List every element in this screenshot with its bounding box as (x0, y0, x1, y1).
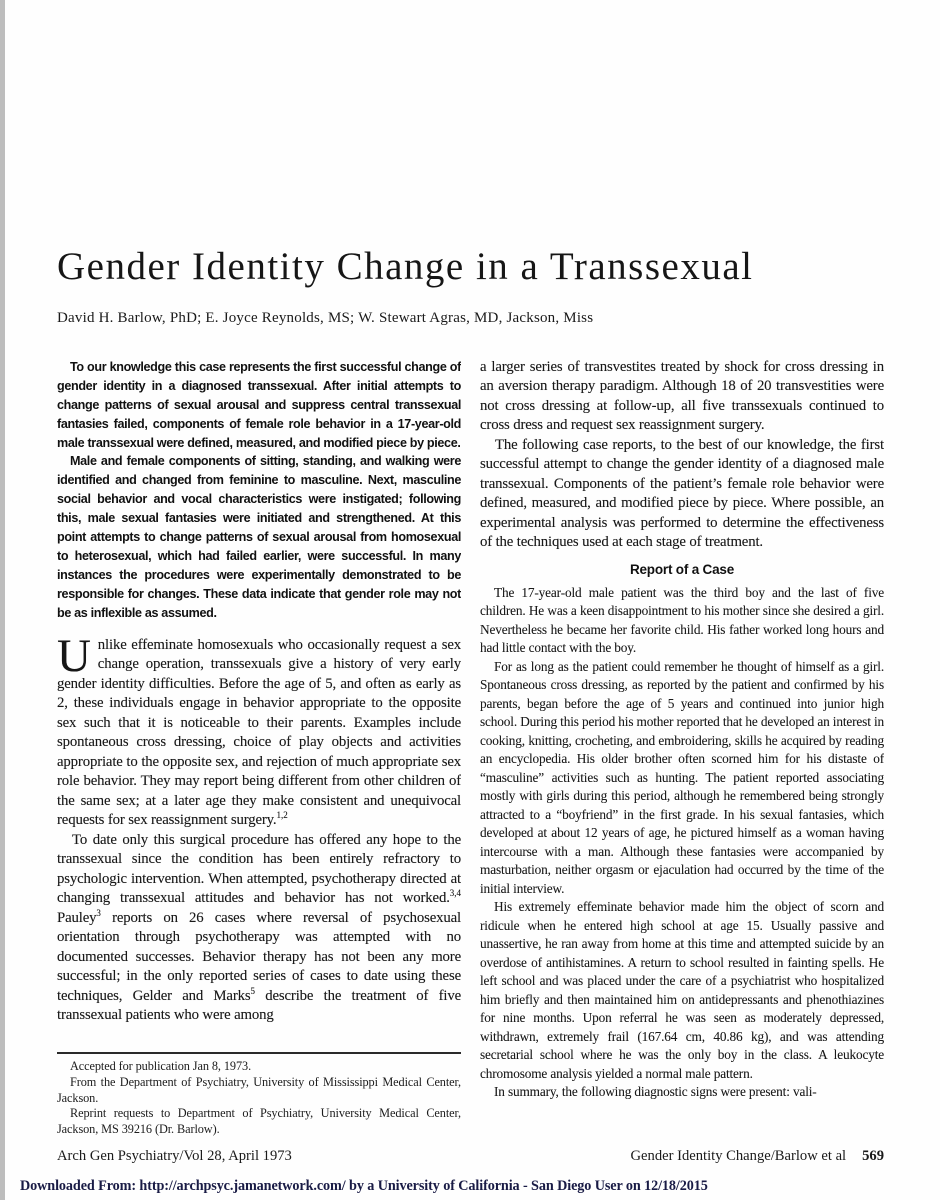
reference-superscript: 5 (250, 985, 255, 996)
intro-text: nlike effeminate homosexuals who occasionally request a sex change operation, transsexuals give a history of very early gender identity difficulties. Before the age of 5, and often as early as 2, these individuals engage in behavior appropriate to the opposite sex such that it is noticeable to their parents. Examples include spontaneous cross dressing, choice of play objects and activities appropriate to the opposite sex, and rejection of much appropriate sex role behavior. They may report being different from other children of the same sex; at a later age they make consistent and unequivocal requests for sex reassignment surgery. (57, 636, 461, 829)
paragraph-segment: To date only this surgical procedure has offered any hope to the transsexual since the condition has been entirely refractory to psychologic intervention. When attempted, psychotherapy directed at changing transsexual attitudes and behavior has not worked. (57, 831, 461, 907)
journal-citation: Arch Gen Psychiatry/Vol 28, April 1973 (57, 1148, 292, 1164)
right-column (480, 358, 884, 1138)
paragraph-segment: describe the treatment of five transsexual patients who were among (57, 987, 461, 1024)
body-paragraph-continuation: a larger series of transvestites treated by shock for cross dressing in an aversion therapy paradigm. Although 18 of 20 transvestities were not cross dressing at follow-up, all five transsexuals continued to cross dress and request sex reassignment surgery. (480, 358, 884, 434)
running-footer (57, 1148, 884, 1165)
footer-right (631, 1148, 884, 1165)
download-stamp: Downloaded From: http://archpsyc.jamanetwork.com/ by a University of California - San Diego User on 12/18/2015 (20, 1178, 708, 1194)
footnote: Accepted for publication Jan 8, 1973. (70, 1058, 252, 1073)
reference-superscript: 3,4 (449, 888, 461, 899)
body-paragraph (57, 831, 461, 1026)
byline: David H. Barlow, PhD; E. Joyce Reynolds, MS; W. Stewart Agras, MD, Jackson, Miss (57, 309, 594, 326)
section-heading: Report of a Case (629, 561, 735, 577)
running-title: Gender Identity Change/Barlow et al (630, 1148, 847, 1164)
page-number: 569 (862, 1148, 884, 1164)
article-title: Gender Identity Change in a Transsexual (57, 245, 754, 288)
reference-superscript: 1,2 (276, 810, 288, 821)
left-column (57, 358, 461, 1138)
scan-edge-strip (0, 0, 5, 1200)
two-column-layout (57, 358, 884, 1138)
paragraph-segment: reports on 26 cases where reversal of psychosexual orientation through psychotherapy was attempted with no documented successes. Behavior therapy has not been any more successful; in the only reported series of cases to date using these techniques, Gelder and Marks (57, 909, 461, 1004)
body-paragraph: The following case reports, to the best of our knowledge, the first successful attempt to change the gender identity of a diagnosed male transsexual. Components of the patient’s female role behavior were defined, measured, and modified piece by piece. Where possible, an experimental analysis was performed to determine the effectiveness of the techniques used at each stage of treatment. (480, 436, 884, 551)
footnote-block (57, 1052, 461, 1138)
footnote-divider (57, 1052, 461, 1054)
article-content (57, 0, 884, 1138)
case-paragraph: The 17-year-old male patient was the third boy and the last of five children. He was a keen disappointment to his mother since she desired a girl. Nevertheless he became her favorite child. His father worked long hours and had little contact with the boy. (480, 584, 884, 656)
reference-superscript: 3 (96, 907, 101, 918)
intro-paragraph (57, 629, 461, 831)
drop-cap: U (57, 629, 91, 682)
abstract (57, 358, 461, 623)
case-paragraph: His extremely effeminate behavior made him the object of scorn and ridicule when he entered high school at age 15. Usually passive and unassertive, he ran away from home at this time and attempted suicide by an overdose of antihistamines. A return to school resulted in fainting spells. He left school and was placed under the care of a psychiatrist who hospitalized him briefly and then maintained him on antidepressants and phenothiazines for nine months. Upon referral he was seen as moderately depressed, withdrawn, extremely frail (167.64 cm, 40.86 kg), and was attending secretarial school where he was the only boy in the class. A leukocyte chromosome analysis yielded a normal male pattern. (480, 899, 884, 1081)
abstract-paragraph: To our knowledge this case represents the first successful change of gender identity in a diagnosed transsexual. After initial attempts to change patterns of sexual arousal and suppress central transsexual fantasies failed, components of female role behavior in a 17-year-old male transsexual were defined, measured, and modified piece by piece. (57, 359, 461, 450)
case-paragraph: For as long as the patient could remember he thought of himself as a girl. Spontaneous cross dressing, as reported by the patient and confirmed by his parents, began before the age of 5 years and continued into junior high school. During this period his mother reported that he developed an interest in cooking, knitting, crocheting, and embroidering, skills he acquired by reading an encyclopedia. His older brother often scorned him for his distaste of “masculine” activities such as hunting. The patient reported associating mostly with girls during this period, although he remembered being strongly attracted to a “boyfriend” in the first grade. In his sexual fantasies, which developed at about 12 years of age, he pictured himself as a woman having intercourse with a man. Although these fantasies were accompanied by masturbation, neither orgasm or ejaculation had occurred by the time of the initial interview. (480, 658, 884, 896)
footnote: From the Department of Psychiatry, University of Mississippi Medical Center, Jackson. (57, 1074, 461, 1105)
case-paragraph: In summary, the following diagnostic signs were present: vali- (494, 1084, 817, 1100)
paragraph-segment: Pauley (57, 909, 97, 926)
abstract-paragraph: Male and female components of sitting, standing, and walking were identified and changed from feminine to masculine. Next, masculine social behavior and vocal characteristics were instigated; following this, male sexual fantasies were initiated and strengthened. At this point attempts to change patterns of sexual arousal from homosexual to heterosexual, which had failed earlier, were successful. In many instances the procedures were experimentally demonstrated to be responsible for changes. These data indicate that gender role may not be as inflexible as assumed. (57, 454, 461, 620)
footnote: Reprint requests to Department of Psychiatry, University Medical Center, Jackson, MS 39216 (Dr. Barlow). (57, 1106, 461, 1137)
